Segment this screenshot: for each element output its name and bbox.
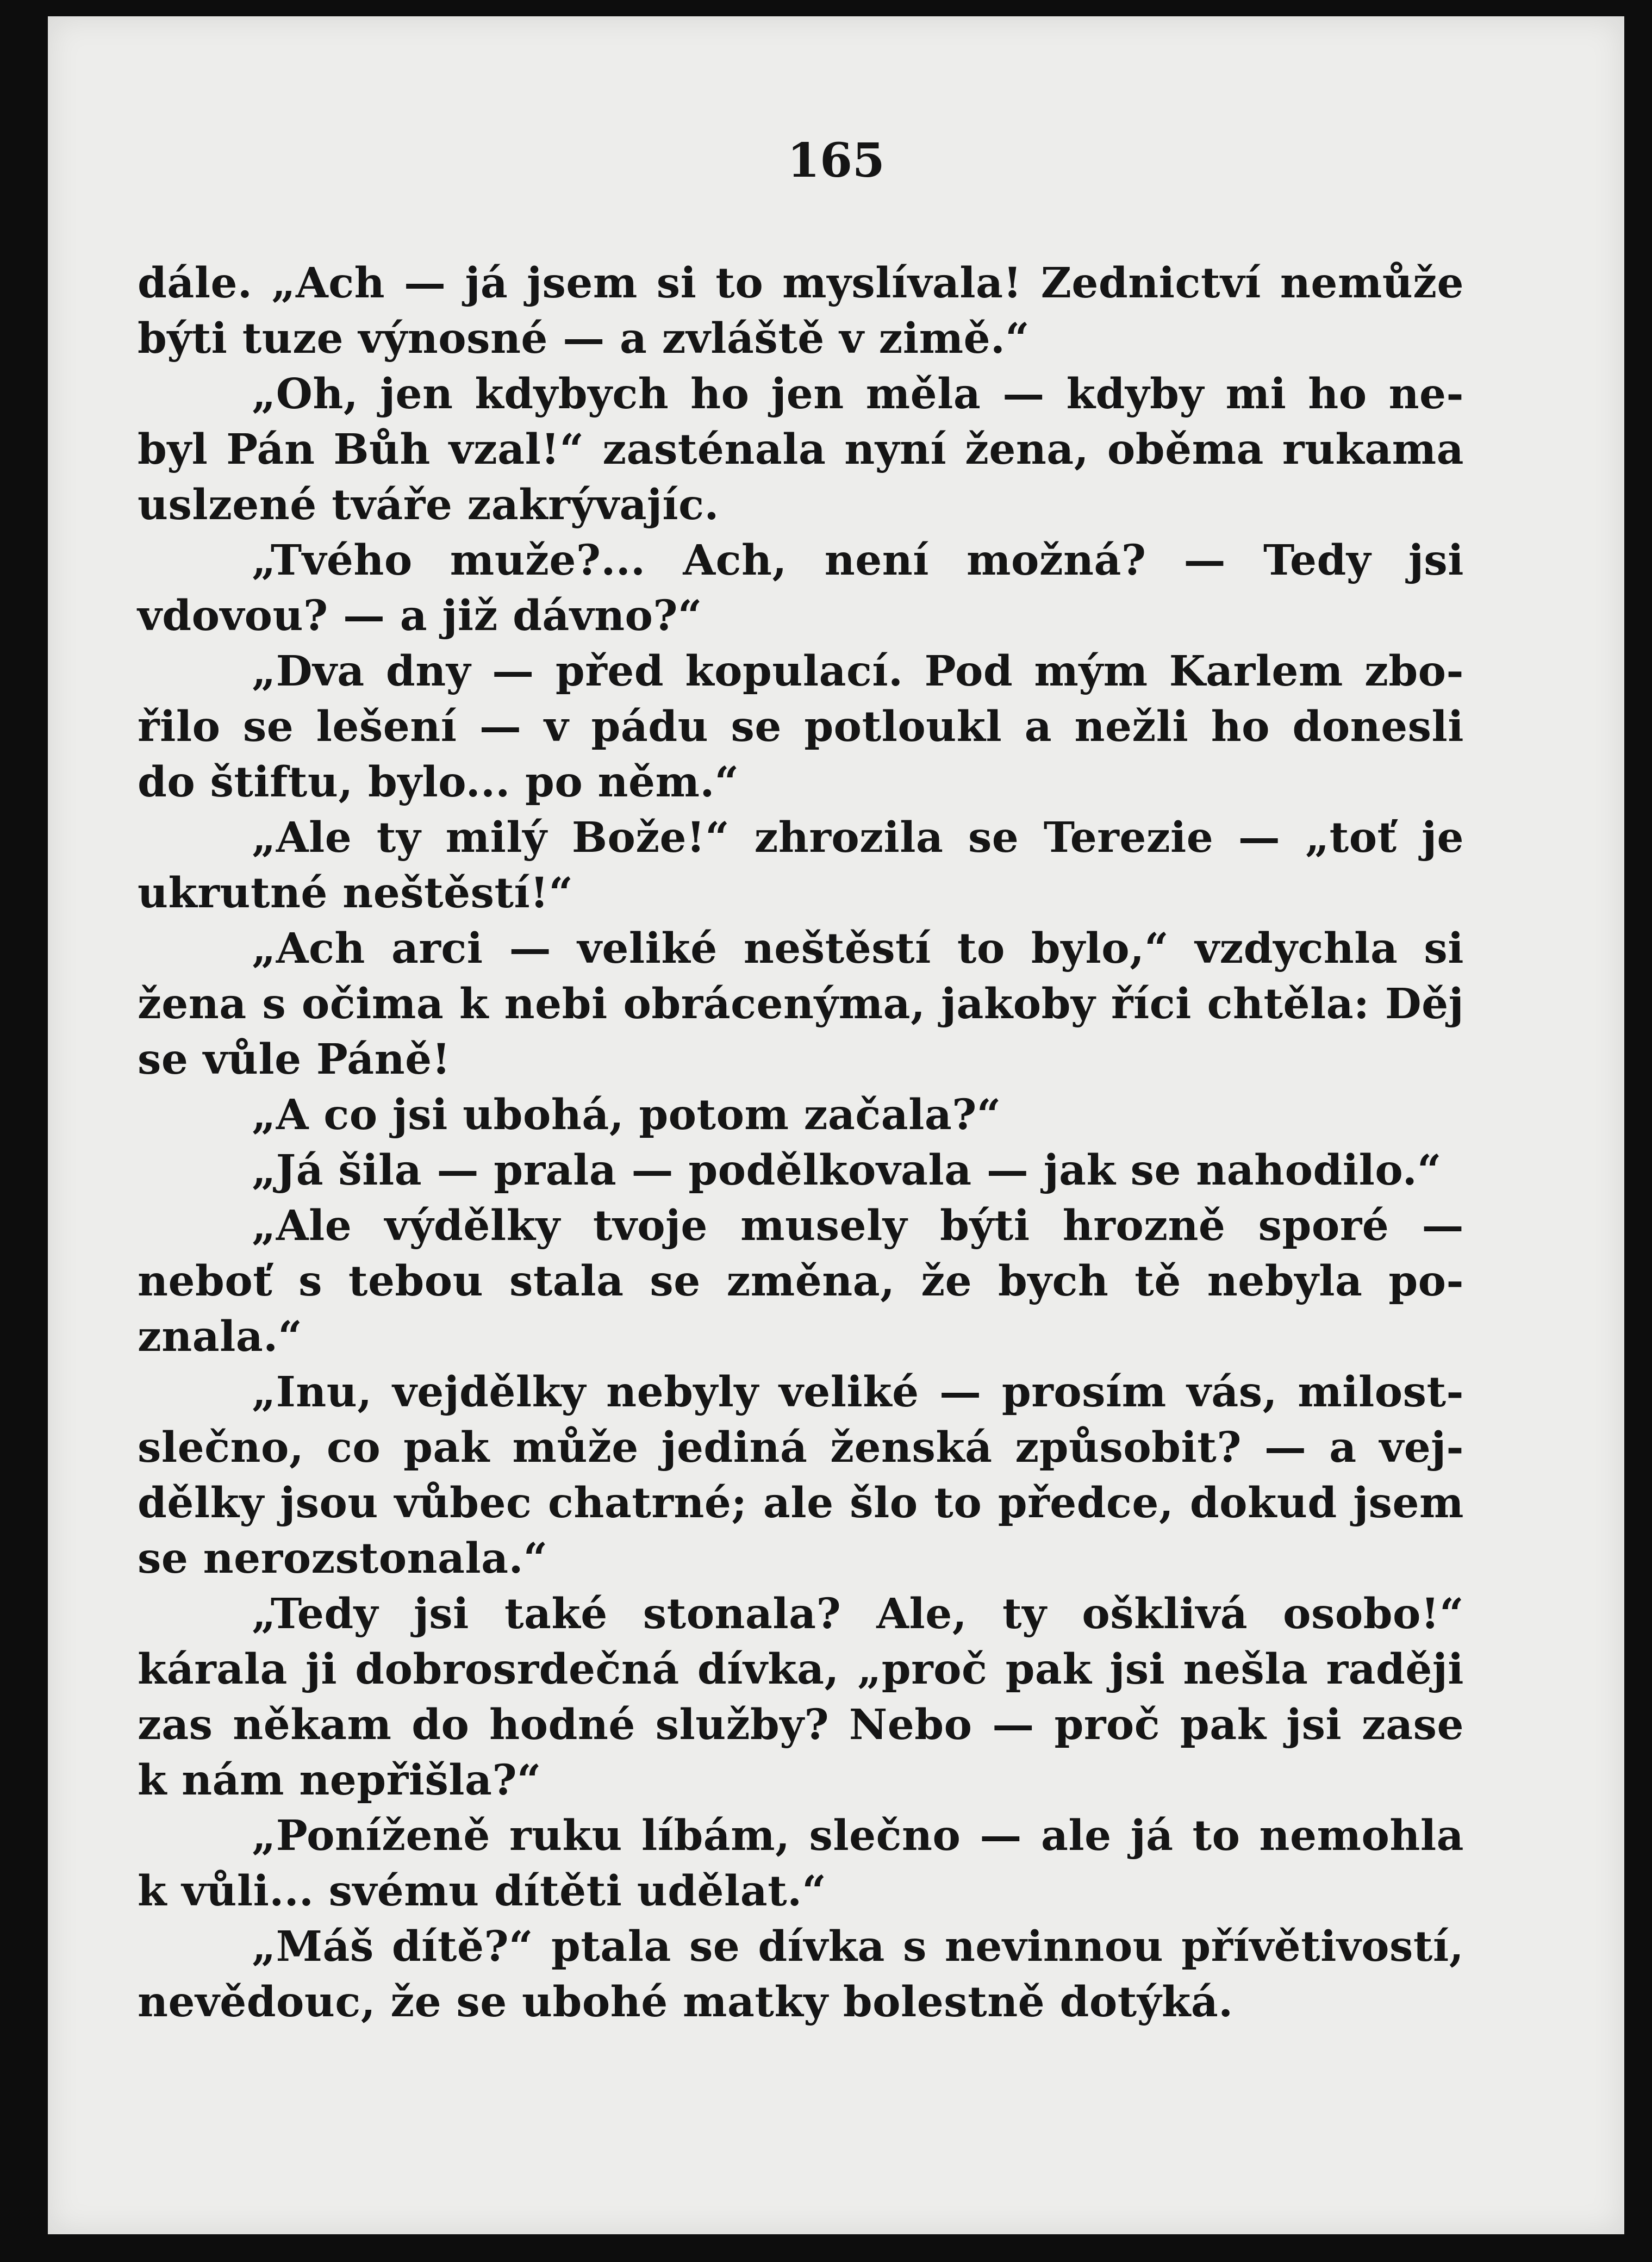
text-line: „A co jsi ubohá, potom začala?“ <box>252 1091 1001 1139</box>
text-line: „Tvého muže?... Ach, není možná? — Tedy jsi <box>252 536 1464 585</box>
text-line: „Tedy jsi také stonala? Ale, ty ošklivá osobo!“ <box>252 1590 1464 1638</box>
text-line: dále. „Ach — já jsem si to myslívala! Zednictví nemůže <box>138 259 1464 308</box>
text-line: neboť s tebou stala se změna, že bych tě nebyla po- <box>138 1257 1464 1306</box>
text-line: „Inu, vejdělky nebyly veliké — prosím vás, milost- <box>252 1368 1464 1417</box>
text-line: do štiftu, bylo... po něm.“ <box>138 758 739 807</box>
text-line: slečno, co pak může jediná ženská způsobit? — a vej- <box>138 1423 1464 1472</box>
page-text <box>138 256 1464 2030</box>
text-line: dělky jsou vůbec chatrné; ale šlo to předce, dokud jsem <box>138 1479 1464 1528</box>
text-line: „Ale výdělky tvoje musely býti hrozně sporé — <box>252 1201 1464 1250</box>
text-line: „Ach arci — veliké neštěstí to bylo,“ vzdychla si <box>252 924 1464 973</box>
text-line: „Oh, jen kdybych ho jen měla — kdyby mi ho ne- <box>252 370 1464 419</box>
book-page <box>48 16 1624 2234</box>
text-line: vdovou? — a již dávno?“ <box>138 591 702 640</box>
text-line: řilo se lešení — v pádu se potloukl a nežli ho donesli <box>138 702 1464 751</box>
text-line: ukrutné neštěstí!“ <box>138 869 573 918</box>
text-line: zas někam do hodné služby? Nebo — proč pak jsi zase <box>138 1700 1464 1749</box>
text-line: byl Pán Bůh vzal!“ zasténala nyní žena, oběma rukama <box>138 425 1464 474</box>
text-line: „Já šila — prala — podělkovala — jak se nahodilo.“ <box>252 1146 1442 1195</box>
text-line: býti tuze výnosné — a zvláště v zimě.“ <box>138 314 1030 363</box>
text-line: k nám nepřišla?“ <box>138 1756 541 1805</box>
text-line: uslzené tváře zakrývajíc. <box>138 481 719 529</box>
text-line: „Poníženě ruku líbám, slečno — ale já to nemohla <box>252 1811 1464 1860</box>
text-line: k vůli... svému dítěti udělat.“ <box>138 1867 827 1916</box>
text-line: kárala ji dobrosrdečná dívka, „proč pak jsi nešla raději <box>138 1645 1464 1694</box>
text-line: znala.“ <box>138 1312 303 1361</box>
text-line: nevědouc, že se ubohé matky bolestně dotýká. <box>138 1978 1233 2027</box>
text-line: se vůle Páně! <box>138 1035 451 1084</box>
text-line: žena s očima k nebi obrácenýma, jakoby říci chtěla: Děj <box>138 980 1464 1029</box>
text-line: se nerozstonala.“ <box>138 1534 548 1583</box>
page-number: 165 <box>787 133 885 188</box>
text-line: „Ale ty milý Bože!“ zhrozila se Terezie — „toť je <box>252 813 1464 862</box>
text-line: „Dva dny — před kopulací. Pod mým Karlem zbo- <box>252 647 1464 696</box>
text-line: „Máš dítě?“ ptala se dívka s nevinnou přívětivostí, <box>252 1922 1464 1971</box>
